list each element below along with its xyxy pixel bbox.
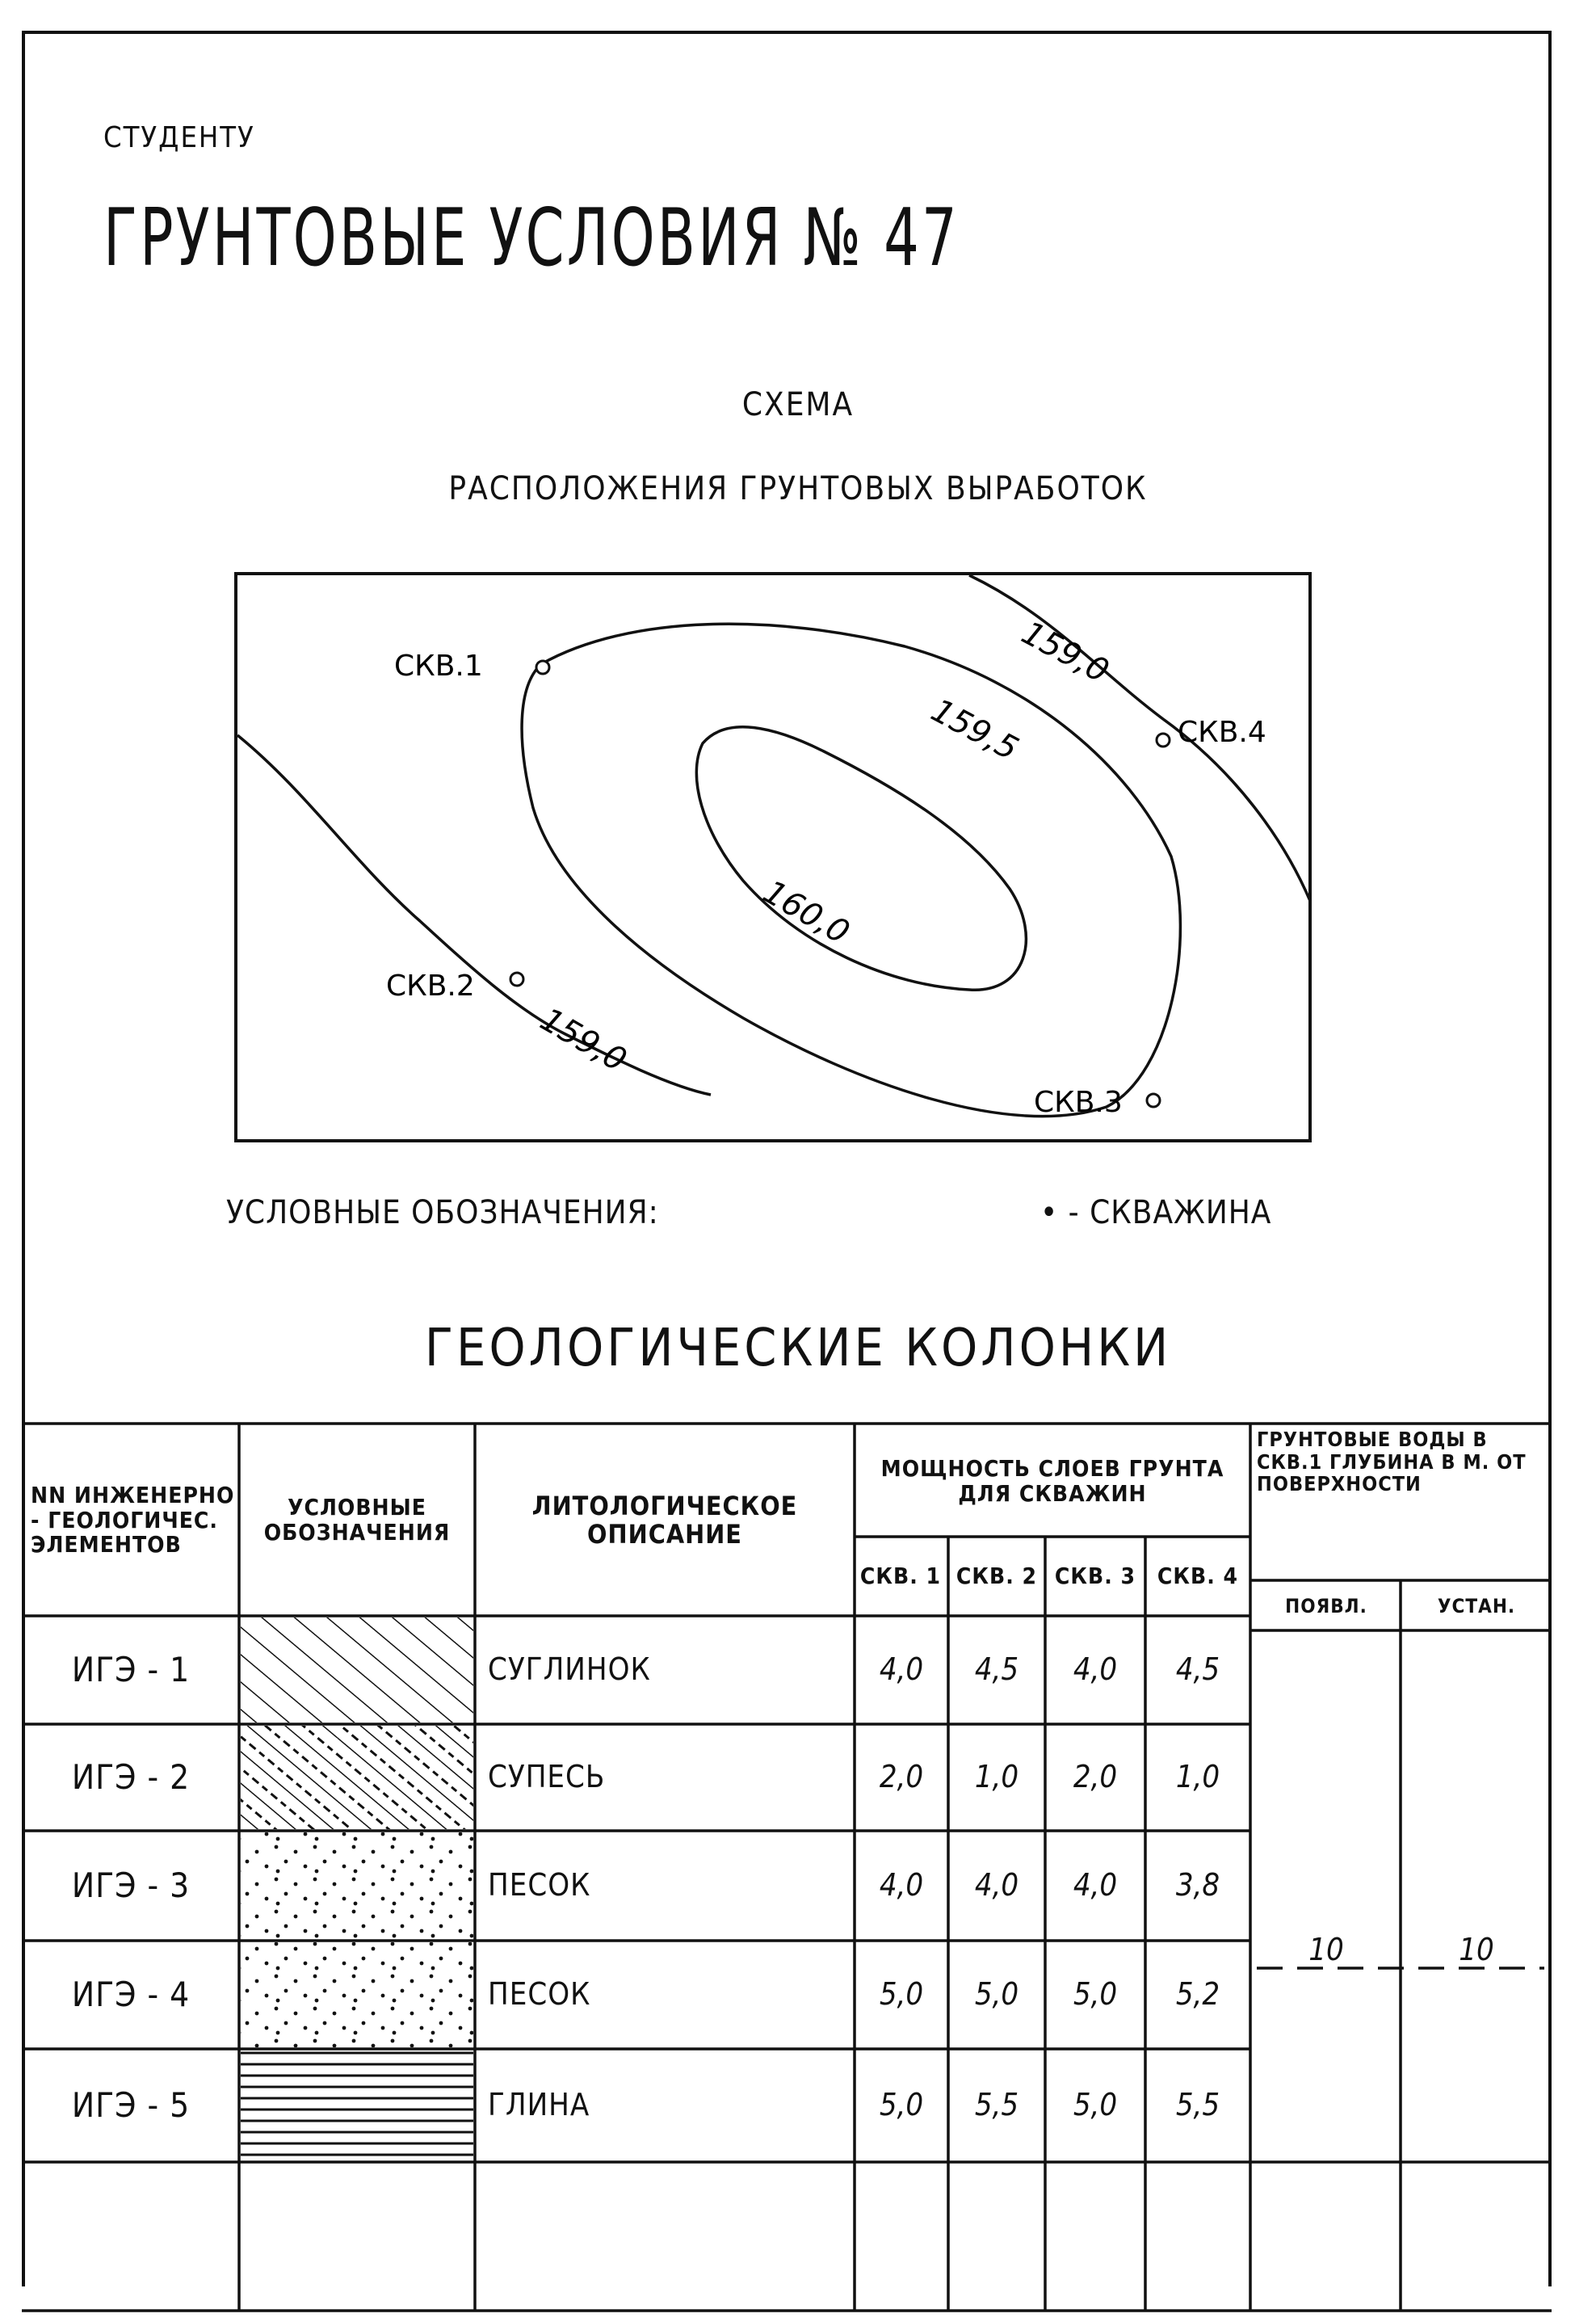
thickness-well-3: 4,0 [1073,1867,1118,1903]
header-lithology: ЛИТОЛОГИЧЕСКОЕ ОПИСАНИЕ [531,1490,798,1550]
lithology-description: СУГЛИНОК [488,1651,651,1688]
thickness-well-4: 5,2 [1175,1976,1220,2013]
contour-159-0-lower [237,735,711,1095]
lithology-description: ПЕСОК [488,1867,591,1903]
lithology-description: ГЛИНА [488,2087,590,2123]
thickness-well-2: 1,0 [974,1759,1019,1795]
contour-160-0 [696,727,1026,991]
pattern-loam [241,1617,473,1723]
well-4-label: СКВ.4 [1178,716,1266,749]
header-well-2: СКВ. 2 [956,1562,1038,1589]
thickness-well-2: 4,0 [974,1867,1019,1903]
ige-label: ИГЭ - 1 [71,1649,191,1689]
header-groundwater: ГРУНТОВЫЕ ВОДЫ В СКВ.1 ГЛУБИНА В М. ОТ ПОВЕРХНОСТИ [1257,1428,1527,1495]
well-4-marker [1157,734,1170,747]
contour-label-159-5: 159,5 [925,692,1025,768]
well-2-marker [510,973,523,986]
thickness-well-1: 2,0 [879,1759,924,1795]
groundwater-appear-value: 10 [1308,1932,1344,1968]
thickness-well-4: 1,0 [1175,1759,1220,1795]
thickness-well-4: 4,5 [1175,1651,1220,1688]
scheme-title: СХЕМА [741,386,855,423]
scheme-subtitle: РАСПОЛОЖЕНИЯ ГРУНТОВЫХ ВЫРАБОТОК [448,470,1148,507]
ige-label: ИГЭ - 4 [71,1974,191,2014]
contour-label-160-0: 160,0 [757,873,856,952]
thickness-well-3: 5,0 [1073,1976,1118,2013]
header-thickness: МОЩНОСТЬ СЛОЕВ ГРУНТА ДЛЯ СКВАЖИН [880,1455,1224,1507]
thickness-well-2: 4,5 [974,1651,1019,1688]
lithology-description: СУПЕСЬ [488,1759,606,1795]
header-appear: ПОЯВЛ. [1285,1594,1367,1617]
pattern-sandy-loam [241,1726,473,1829]
thickness-well-2: 5,5 [974,2087,1019,2123]
header-well-3: СКВ. 3 [1054,1562,1136,1589]
pattern-sand-1 [241,1832,473,1939]
lithology-description: ПЕСОК [488,1976,591,2013]
thickness-well-4: 5,5 [1175,2087,1220,2123]
groundwater-steady-value: 10 [1459,1932,1494,1968]
contour-label-159-0-upper: 159,0 [1015,614,1115,691]
ige-label: ИГЭ - 5 [71,2084,191,2125]
thickness-well-4: 3,8 [1175,1867,1220,1903]
pattern-clay [241,2051,473,2160]
thickness-well-1: 5,0 [879,2087,924,2123]
page-title: ГРУНТОВЫЕ УСЛОВИЯ № 47 [103,192,960,284]
thickness-well-3: 5,0 [1073,2087,1118,2123]
well-2-label: СКВ.2 [386,970,475,1003]
header-well-1: СКВ. 1 [859,1562,942,1589]
legend-well: • - СКВАЖИНА [1040,1194,1272,1231]
well-3-label: СКВ.3 [1034,1086,1123,1119]
header-nn: NN ИНЖЕНЕРНО - ГЕОЛОГИЧЕС. ЭЛЕМЕНТОВ [31,1481,235,1559]
well-3-marker [1147,1094,1160,1107]
header-steady: УСТАН. [1437,1594,1516,1617]
thickness-well-3: 4,0 [1073,1651,1118,1688]
ige-label: ИГЭ - 2 [71,1756,191,1797]
pattern-sand-2 [241,1942,473,2047]
thickness-well-1: 4,0 [879,1867,924,1903]
geology-columns-title: ГЕОЛОГИЧЕСКИЕ КОЛОНКИ [424,1319,1172,1378]
student-label: СТУДЕНТУ [103,121,255,154]
well-1-label: СКВ.1 [394,650,483,683]
thickness-well-1: 4,0 [879,1651,924,1688]
site-map [236,574,1310,1141]
thickness-well-2: 5,0 [974,1976,1019,2013]
well-1-marker [536,661,549,674]
contour-label-159-0-lower: 159,0 [534,1000,633,1079]
header-symbols: УСЛОВНЫЕ ОБОЗНАЧЕНИЯ [263,1494,451,1546]
legend-label: УСЛОВНЫЕ ОБОЗНАЧЕНИЯ: [226,1194,659,1231]
thickness-well-1: 5,0 [879,1976,924,2013]
ige-label: ИГЭ - 3 [71,1865,191,1905]
thickness-well-3: 2,0 [1073,1759,1118,1795]
header-well-4: СКВ. 4 [1157,1562,1239,1589]
